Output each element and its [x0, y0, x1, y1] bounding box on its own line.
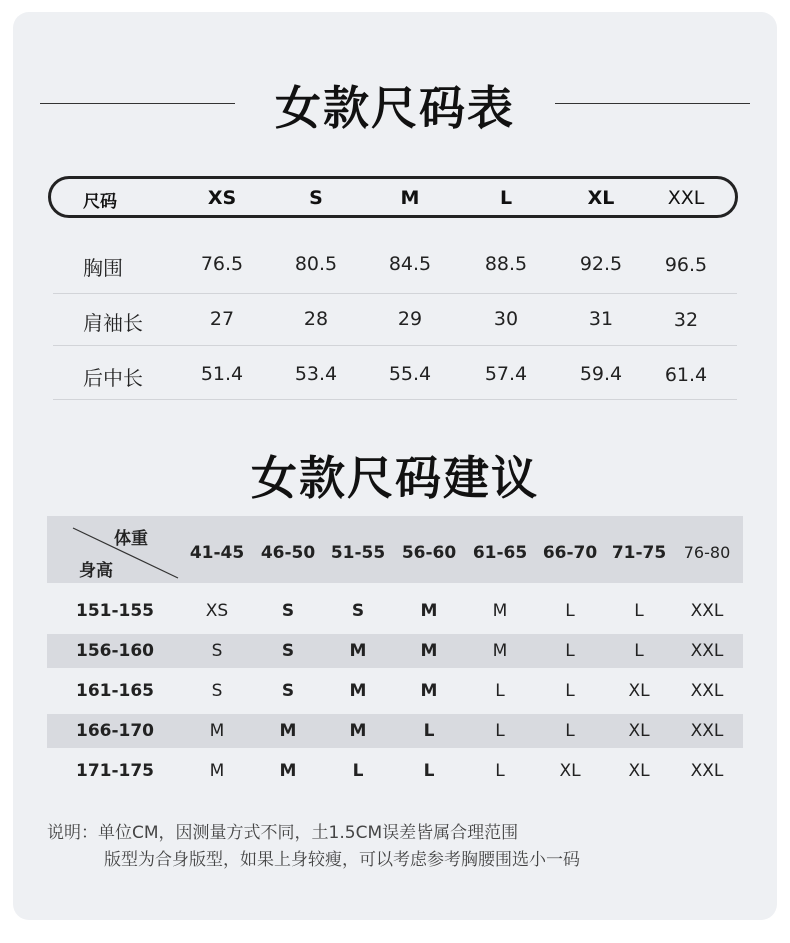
cell: M: [420, 681, 438, 701]
size-header-m: M: [400, 187, 420, 209]
height-cell: 171-175: [75, 761, 155, 781]
cell: XXL: [690, 721, 724, 741]
cell: S: [211, 681, 223, 701]
cell: 55.4: [388, 363, 432, 385]
weight-col: 56-60: [401, 543, 457, 563]
row-divider: [53, 293, 737, 294]
cell: M: [279, 721, 297, 741]
cell: XXL: [690, 761, 724, 781]
cell: XXL: [690, 601, 724, 621]
row-divider: [53, 399, 737, 400]
cell: 80.5: [294, 253, 338, 275]
size-header-xs: XS: [207, 187, 237, 209]
cell: M: [349, 641, 367, 661]
cell: XS: [205, 601, 229, 621]
note-line-2: 版型为合身版型，如果上身较瘦，可以考虑参考胸腰围选小一码: [104, 850, 580, 870]
cell: 30: [493, 308, 519, 330]
cell: L: [634, 601, 644, 621]
cell: L: [352, 761, 364, 781]
recommend-title: 女款尺码建议: [251, 451, 539, 505]
cell: 57.4: [484, 363, 528, 385]
cell: L: [565, 601, 575, 621]
cell: L: [423, 761, 435, 781]
cell: L: [565, 681, 575, 701]
cell: 76.5: [200, 253, 244, 275]
weight-col: 41-45: [189, 543, 245, 563]
cell: L: [495, 761, 505, 781]
size-header-xl: XL: [587, 187, 615, 209]
weight-col: 51-55: [330, 543, 386, 563]
cell: XL: [559, 761, 581, 781]
cell: L: [423, 721, 435, 741]
cell: 31: [588, 308, 614, 330]
cell: L: [565, 641, 575, 661]
cell: M: [279, 761, 297, 781]
cell: S: [281, 601, 295, 621]
row-label: 肩袖长: [83, 311, 143, 335]
size-header-l: L: [499, 187, 513, 209]
size-header-s: S: [309, 187, 323, 209]
cell: 32: [673, 309, 699, 331]
cell: L: [565, 721, 575, 741]
cell: M: [209, 721, 225, 741]
cell: 29: [397, 308, 423, 330]
cell: XL: [628, 761, 650, 781]
cell: L: [634, 641, 644, 661]
height-cell: 161-165: [75, 681, 155, 701]
weight-col: 76-80: [683, 543, 731, 562]
cell: 92.5: [579, 253, 623, 275]
weight-col: 61-65: [472, 543, 528, 563]
weight-axis-label: 体重: [114, 529, 148, 549]
cell: 27: [209, 308, 235, 330]
cell: S: [281, 641, 295, 661]
cell: XXL: [690, 681, 724, 701]
cell: M: [349, 721, 367, 741]
cell: M: [420, 641, 438, 661]
cell: M: [492, 601, 508, 621]
cell: L: [495, 681, 505, 701]
size-header-xxl: XXL: [667, 187, 705, 209]
cell: M: [349, 681, 367, 701]
cell: 61.4: [664, 364, 708, 386]
cell: XXL: [690, 641, 724, 661]
size-chart-title: 女款尺码表: [275, 81, 515, 135]
cell: M: [209, 761, 225, 781]
height-cell: 151-155: [75, 601, 155, 621]
size-header-label: 尺码: [83, 192, 117, 212]
weight-col: 66-70: [542, 543, 598, 563]
cell: M: [420, 601, 438, 621]
cell: 53.4: [294, 363, 338, 385]
cell: M: [492, 641, 508, 661]
cell: S: [211, 641, 223, 661]
note-line-1: 说明：单位CM，因测量方式不同，土1.5CM误差皆属合理范围: [47, 823, 519, 843]
cell: S: [351, 601, 365, 621]
row-divider: [53, 345, 737, 346]
cell: 88.5: [484, 253, 528, 275]
row-label: 胸围: [83, 256, 123, 280]
weight-col: 46-50: [260, 543, 316, 563]
cell: XL: [628, 721, 650, 741]
cell: 28: [303, 308, 329, 330]
row-label: 后中长: [83, 366, 143, 390]
height-cell: 156-160: [75, 641, 155, 661]
cell: 84.5: [388, 253, 432, 275]
height-cell: 166-170: [75, 721, 155, 741]
cell: 59.4: [579, 363, 623, 385]
cell: 96.5: [664, 254, 708, 276]
cell: XL: [628, 681, 650, 701]
cell: S: [281, 681, 295, 701]
cell: 51.4: [200, 363, 244, 385]
cell: L: [495, 721, 505, 741]
weight-col: 71-75: [611, 543, 667, 563]
height-axis-label: 身高: [79, 561, 113, 581]
